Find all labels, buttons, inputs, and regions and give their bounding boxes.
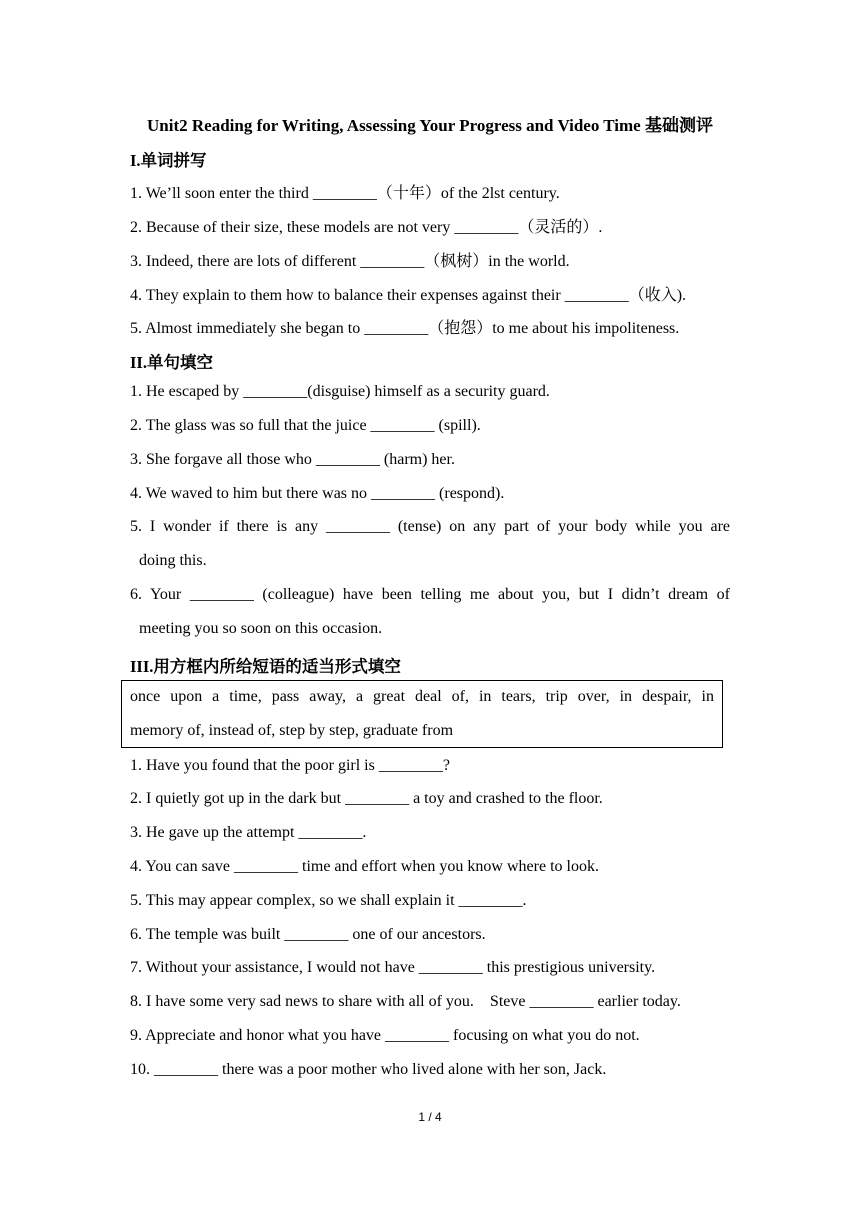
page-number: 1 / 4: [418, 1110, 442, 1124]
phrase-box: [121, 680, 723, 748]
fill-in-item-2: 2. The glass was so full that the juice ________ (spill).: [130, 417, 481, 434]
phrase-item-8: 8. I have some very sad news to share with all of you. Steve ________ earlier today.: [130, 993, 681, 1010]
phrase-box-line-2: memory of, instead of, step by step, graduate from: [130, 722, 454, 739]
fill-in-item-6: 6. Your ________ (colleague) have been telling me about you, but I didn’t dream of: [130, 586, 730, 603]
fill-in-item-1: 1. He escaped by ________(disguise) himself as a security guard.: [130, 383, 550, 400]
phrase-item-1: 1. Have you found that the poor girl is ________?: [130, 757, 450, 774]
spelling-item-5: 5. Almost immediately she began to ________（抱怨）to me about his impoliteness.: [130, 320, 680, 337]
phrase-item-3: 3. He gave up the attempt ________.: [130, 824, 367, 841]
section-heading-phrases: III.用方框内所给短语的适当形式填空: [130, 657, 401, 676]
fill-in-item-3: 3. She forgave all those who ________ (harm) her.: [130, 451, 455, 468]
spelling-item-2: 2. Because of their size, these models are not very ________（灵活的）.: [130, 219, 603, 236]
fill-in-item-6-cont: meeting you so soon on this occasion.: [139, 620, 383, 637]
section-heading-spelling: I.单词拼写: [130, 151, 207, 170]
spelling-item-1: 1. We’ll soon enter the third ________（十年）of the 2lst century.: [130, 185, 560, 202]
phrase-item-9: 9. Appreciate and honor what you have ________ focusing on what you do not.: [130, 1027, 640, 1044]
phrase-item-2: 2. I quietly got up in the dark but ________ a toy and crashed to the floor.: [130, 790, 603, 807]
phrase-box-line-1: once upon a time, pass away, a great deal of, in tears, trip over, in despair, in: [130, 688, 714, 705]
phrase-item-6: 6. The temple was built ________ one of our ancestors.: [130, 926, 486, 943]
document-title: Unit2 Reading for Writing, Assessing Your Progress and Video Time 基础测评: [147, 116, 713, 135]
fill-in-item-4: 4. We waved to him but there was no ________ (respond).: [130, 485, 505, 502]
spelling-item-4: 4. They explain to them how to balance their expenses against their ________（收入).: [130, 287, 687, 304]
fill-in-item-5: 5. I wonder if there is any ________ (tense) on any part of your body while you are: [130, 518, 730, 535]
phrase-item-4: 4. You can save ________ time and effort when you know where to look.: [130, 858, 599, 875]
section-heading-fill-in: II.单句填空: [130, 353, 213, 372]
phrase-item-10: 10. ________ there was a poor mother who lived alone with her son, Jack.: [130, 1061, 607, 1078]
spelling-item-3: 3. Indeed, there are lots of different ________（枫树）in the world.: [130, 253, 570, 270]
phrase-item-5: 5. This may appear complex, so we shall explain it ________.: [130, 892, 527, 909]
phrase-item-7: 7. Without your assistance, I would not have ________ this prestigious university.: [130, 959, 656, 976]
fill-in-item-5-cont: doing this.: [139, 552, 207, 569]
